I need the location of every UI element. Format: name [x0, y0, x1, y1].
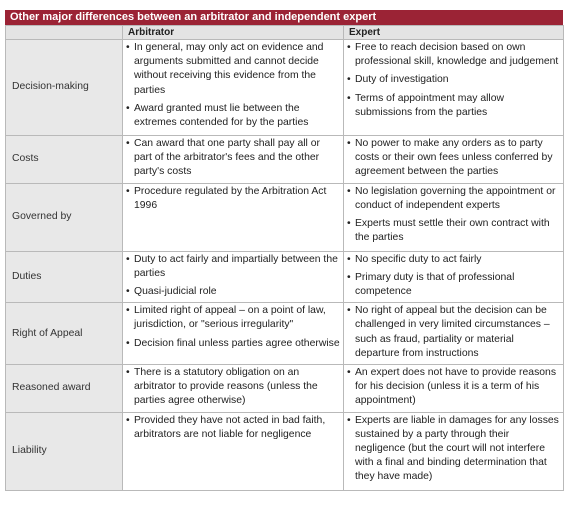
expert-bullet-item: • Terms of appointment may allow submissions from the parties — [347, 92, 560, 120]
expert-bullet-item: • Primary duty is that of professional competence — [347, 271, 560, 299]
comparison-table-container — [5, 10, 563, 491]
expert-cell — [344, 136, 564, 184]
table-row — [6, 412, 564, 490]
expert-cell — [344, 365, 564, 413]
arbitrator-bullet-item: • Award granted must lie between the extremes contended for by the parties — [126, 102, 340, 130]
expert-cell — [344, 412, 564, 490]
expert-bullet-item: • Free to reach decision based on own professional skill, knowledge and judgement — [347, 41, 560, 69]
comparison-table — [5, 25, 564, 491]
expert-cell — [344, 303, 564, 365]
expert-cell — [344, 40, 564, 136]
arbitrator-bullet-item: • Can award that one party shall pay all or part of the arbitrator's fees and the other party's costs — [126, 137, 340, 180]
table-row — [6, 183, 564, 251]
expert-bullet-item: • An expert does not have to provide reasons for his decision (unless it is a term of his appointment) — [347, 366, 560, 409]
row-label: Costs — [6, 136, 123, 184]
arbitrator-bullet-item: • Provided they have not acted in bad faith, arbitrators are not liable for negligence — [126, 414, 340, 442]
row-label: Liability — [6, 412, 123, 490]
row-label: Decision-making — [6, 40, 123, 136]
expert-bullet-item: • Duty of investigation — [347, 73, 560, 87]
expert-cell — [344, 183, 564, 251]
arbitrator-cell — [123, 365, 344, 413]
arbitrator-cell — [123, 412, 344, 490]
row-label: Right of Appeal — [6, 303, 123, 365]
expert-bullet-item: • No power to make any orders as to party costs or their own fees unless conferred by agreement between the parties — [347, 137, 560, 180]
arbitrator-cell — [123, 303, 344, 365]
expert-bullet-item: • Experts are liable in damages for any losses sustained by a party through their negligence (but the court will not interfere with a final and binding determination that they have made) — [347, 414, 560, 485]
expert-cell — [344, 251, 564, 303]
table-row — [6, 251, 564, 303]
arbitrator-cell — [123, 251, 344, 303]
header-arbitrator: Arbitrator — [123, 26, 344, 40]
table-row — [6, 136, 564, 184]
arbitrator-bullet-item: • Limited right of appeal – on a point of law, jurisdiction, or "serious irregularity" — [126, 304, 340, 332]
table-row — [6, 365, 564, 413]
expert-bullet-item: • Experts must settle their own contract with the parties — [347, 217, 560, 245]
arbitrator-bullet-item: • Quasi-judicial role — [126, 285, 340, 299]
row-label: Duties — [6, 251, 123, 303]
header-row — [6, 26, 564, 40]
arbitrator-cell — [123, 40, 344, 136]
expert-bullet-item: • No right of appeal but the decision can be challenged in very limited circumstances – such as fraud, partiality or material departure from instructions — [347, 304, 560, 361]
table-row — [6, 303, 564, 365]
header-blank-cell — [6, 26, 123, 40]
row-label: Reasoned award — [6, 365, 123, 413]
arbitrator-bullet-item: • Decision final unless parties agree otherwise — [126, 337, 340, 351]
table-title: Other major differences between an arbitrator and independent expert — [5, 10, 563, 25]
arbitrator-bullet-item: • Procedure regulated by the Arbitration Act 1996 — [126, 185, 340, 213]
arbitrator-cell — [123, 183, 344, 251]
expert-bullet-item: • No legislation governing the appointment or conduct of independent experts — [347, 185, 560, 213]
arbitrator-bullet-item: • Duty to act fairly and impartially between the parties — [126, 253, 340, 281]
header-expert: Expert — [344, 26, 564, 40]
expert-bullet-item: • No specific duty to act fairly — [347, 253, 560, 267]
row-label: Governed by — [6, 183, 123, 251]
arbitrator-bullet-item: • In general, may only act on evidence and arguments submitted and cannot decide without receiving this evidence from the parties — [126, 41, 340, 98]
arbitrator-bullet-item: • There is a statutory obligation on an arbitrator to provide reasons (unless the parties agree otherwise) — [126, 366, 340, 409]
arbitrator-cell — [123, 136, 344, 184]
table-row — [6, 40, 564, 136]
